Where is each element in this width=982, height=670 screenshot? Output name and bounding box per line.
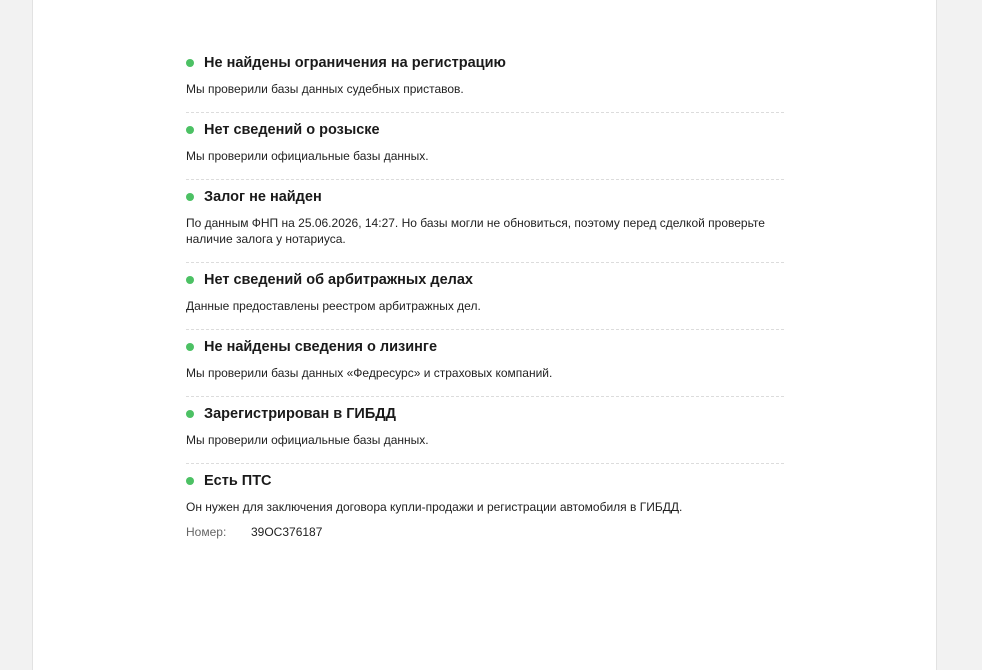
check-item-arbitration: [186, 263, 784, 330]
check-title: Нет сведений о розыске: [204, 122, 380, 138]
pts-number-row: [186, 524, 784, 540]
check-description: По данным ФНП на 25.06.2026, 14:27. Но базы могли не обновиться, поэтому перед сделкой проверьте наличие залога у нотариуса.: [186, 216, 765, 246]
status-dot-icon: [186, 477, 194, 485]
status-dot-icon: [186, 410, 194, 418]
status-dot-icon: [186, 276, 194, 284]
check-item-leasing: [186, 330, 784, 397]
check-item-gibdd-registered: [186, 397, 784, 464]
check-title: Не найдены ограничения на регистрацию: [204, 55, 506, 71]
report-panel: [32, 0, 937, 670]
check-title: Есть ПТС: [204, 473, 272, 489]
status-dot-icon: [186, 126, 194, 134]
check-title: Нет сведений об арбитражных делах: [204, 272, 473, 288]
pts-number-label: Номер:: [186, 525, 227, 539]
check-item-pts: [186, 464, 784, 555]
check-title: Залог не найден: [204, 189, 322, 205]
check-item-registration-restrictions: [186, 46, 784, 113]
check-description: Мы проверили базы данных судебных приставов.: [186, 82, 464, 96]
check-title: Не найдены сведения о лизинге: [204, 339, 438, 355]
check-description: Мы проверили официальные базы данных.: [186, 149, 429, 163]
status-dot-icon: [186, 343, 194, 351]
check-description: Данные предоставлены реестром арбитражных дел.: [186, 299, 481, 313]
check-item-pledge: [186, 180, 784, 263]
status-dot-icon: [186, 59, 194, 67]
check-title: Зарегистрирован в ГИБДД: [204, 406, 396, 422]
check-description: Мы проверили официальные базы данных.: [186, 433, 429, 447]
check-list: [186, 46, 784, 555]
check-item-wanted: [186, 113, 784, 180]
status-dot-icon: [186, 193, 194, 201]
check-description: Он нужен для заключения договора купли-продажи и регистрации автомобиля в ГИБДД.: [186, 500, 683, 514]
check-description: Мы проверили базы данных «Федресурс» и страховых компаний.: [186, 366, 553, 380]
pts-number-value: 39ОС376187: [251, 525, 323, 539]
